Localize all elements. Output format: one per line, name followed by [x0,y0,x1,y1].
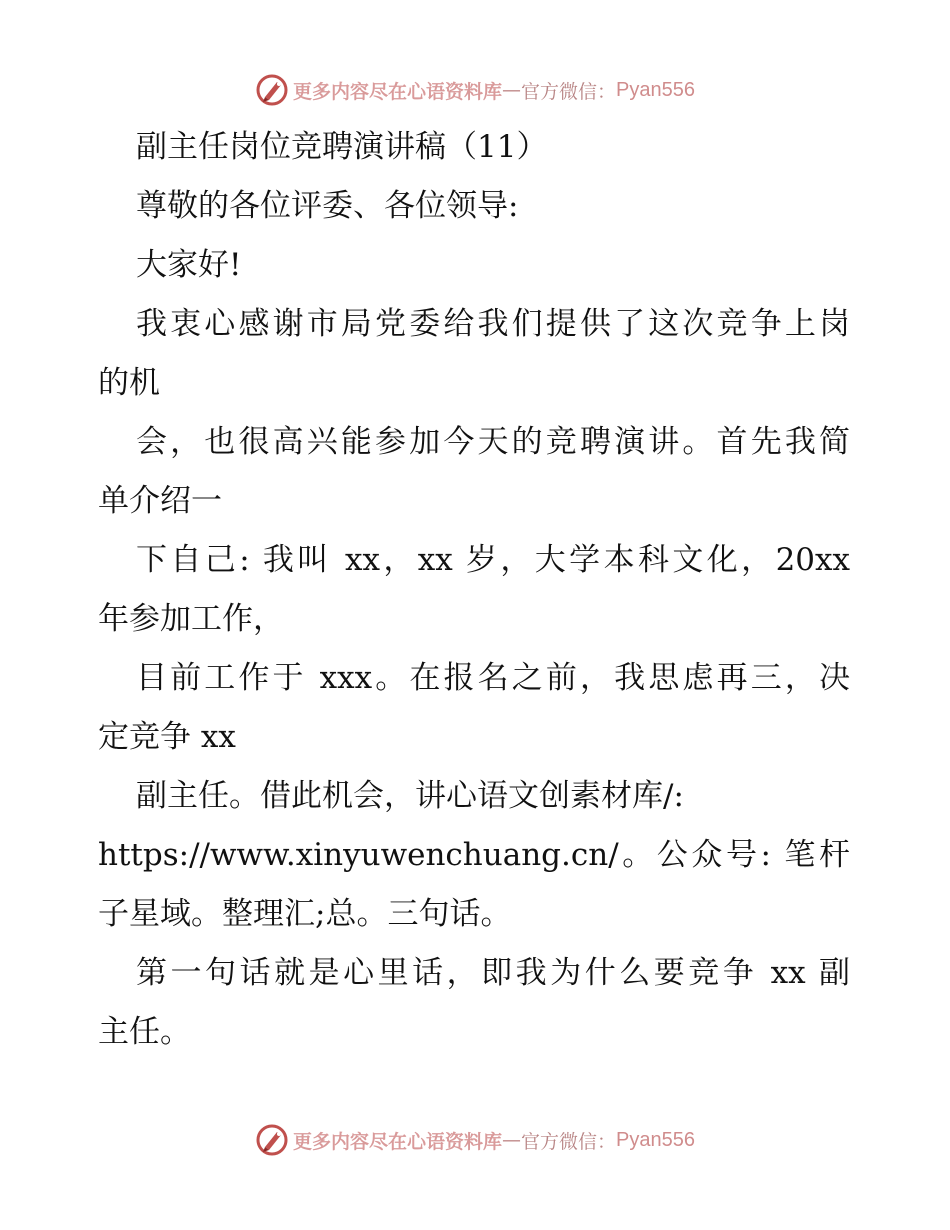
paragraph-line: 单介绍一 [98,483,222,519]
footer-watermark-banner [0,1120,950,1160]
greeting: 大家好! [136,247,242,283]
pen-logo-icon [255,1123,289,1157]
paragraph-line: 目前工作于 xxx。在报名之前，我思虑再三，决 [136,660,850,696]
paragraph-line: 第一句话就是心里话，即我为什么要竞争 xx 副 [136,955,850,991]
banner-wechat-id: Pyan556 [616,78,695,101]
paragraph-line: 定竞争 xx [98,719,236,755]
salutation: 尊敬的各位评委、各位领导: [136,188,519,224]
pen-logo-icon [255,73,289,107]
paragraph-line: 子星域。整理汇;总。三句话。 [98,896,512,932]
paragraph-line: 我衷心感谢市局党委给我们提供了这次竞争上岗 [136,306,850,342]
banner-site-name: 更多内容尽在心语资料库 [293,1130,503,1153]
header-watermark-banner [0,70,950,110]
paragraph-line: 下自己: 我叫 xx，xx 岁，大学本科文化，20xx [136,542,850,578]
document-body [98,118,850,1062]
paragraph-line: 的机 [98,365,160,401]
banner-site-name: 更多内容尽在心语资料库 [293,80,503,103]
document-title: 副主任岗位竞聘演讲稿（11） [136,129,548,165]
paragraph-line: 主任。 [98,1014,191,1050]
banner-official-label: 官方微信： [521,80,617,103]
banner-dash: — [502,1129,522,1151]
banner-wechat-id: Pyan556 [616,1128,695,1151]
banner-official-label: 官方微信： [521,1130,617,1153]
paragraph-line: 副主任。借此机会，讲心语文创素材库/: [136,778,684,814]
paragraph-line: 年参加工作， [98,601,284,637]
banner-dash: — [502,79,522,101]
paragraph-line: 会，也很高兴能参加今天的竞聘演讲。首先我简 [136,424,850,460]
paragraph-line-url: https://www.xinyuwenchuang.cn/。公众号: 笔杆 [98,837,850,873]
